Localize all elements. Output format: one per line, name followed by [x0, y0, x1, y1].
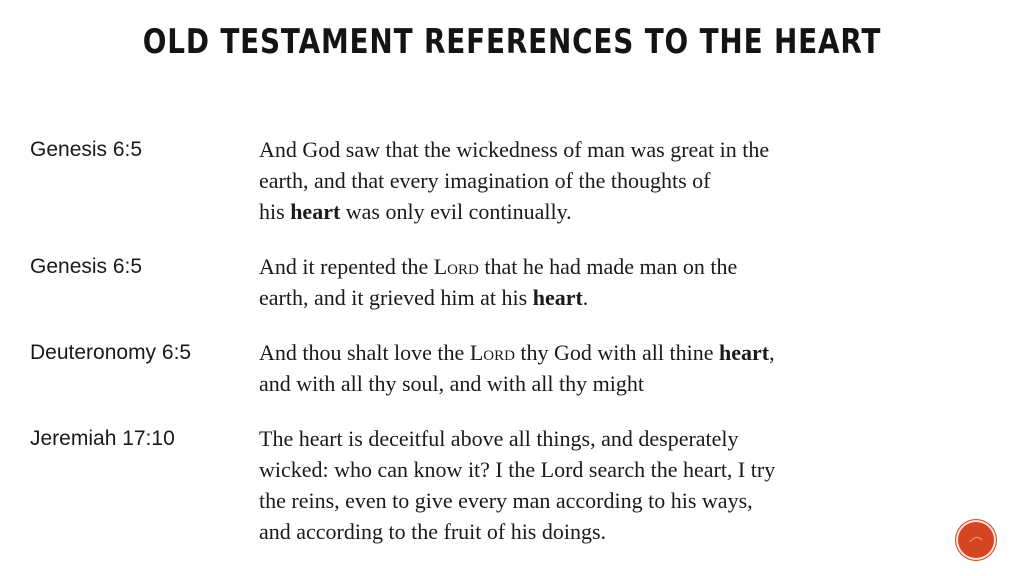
scripture-row	[30, 423, 990, 547]
lord-smallcaps: Lord	[469, 340, 515, 365]
scripture-row	[30, 251, 990, 313]
scripture-text	[259, 251, 949, 313]
keyword-heart: heart	[719, 340, 770, 365]
scripture-reference: Deuteronomy 6:5	[30, 341, 192, 364]
scripture-reference: Jeremiah 17:10	[30, 427, 175, 450]
scripture-text	[259, 423, 949, 547]
scripture-text	[259, 134, 949, 227]
slide-ornament-icon	[958, 522, 994, 558]
scripture-reference: Genesis 6:5	[30, 138, 143, 161]
text-line: his heart was only evil continually.	[259, 199, 572, 224]
keyword-heart: heart	[290, 199, 341, 224]
keyword-heart: heart	[532, 285, 583, 310]
slide-title: OLD TESTAMENT REFERENCES TO THE HEART	[142, 22, 882, 62]
text-line: earth, and that every imagination of the thoughts of	[259, 168, 711, 193]
text-line: the reins, even to give every man according to his ways,	[259, 488, 753, 513]
text-line: and according to the fruit of his doings.	[259, 519, 607, 544]
scripture-table	[30, 134, 990, 571]
scripture-reference: Genesis 6:5	[30, 255, 143, 278]
slide-nav-button[interactable]	[958, 522, 994, 558]
text-line: wicked: who can know it? I the Lord search the heart, I try	[259, 457, 776, 482]
scripture-row	[30, 134, 990, 227]
text-line: earth, and it grieved him at his heart.	[259, 285, 589, 310]
scripture-text	[259, 337, 949, 399]
text-line: And God saw that the wickedness of man was great in the	[259, 137, 770, 162]
text-line: And thou shalt love the Lord thy God with all thine heart,	[259, 340, 775, 365]
text-line: and with all thy soul, and with all thy might	[259, 371, 644, 396]
text-line: The heart is deceitful above all things, and desperately	[259, 426, 739, 451]
lord-smallcaps: Lord	[433, 254, 479, 279]
text-line: And it repented the Lord that he had made man on the	[259, 254, 738, 279]
scripture-row	[30, 337, 990, 399]
